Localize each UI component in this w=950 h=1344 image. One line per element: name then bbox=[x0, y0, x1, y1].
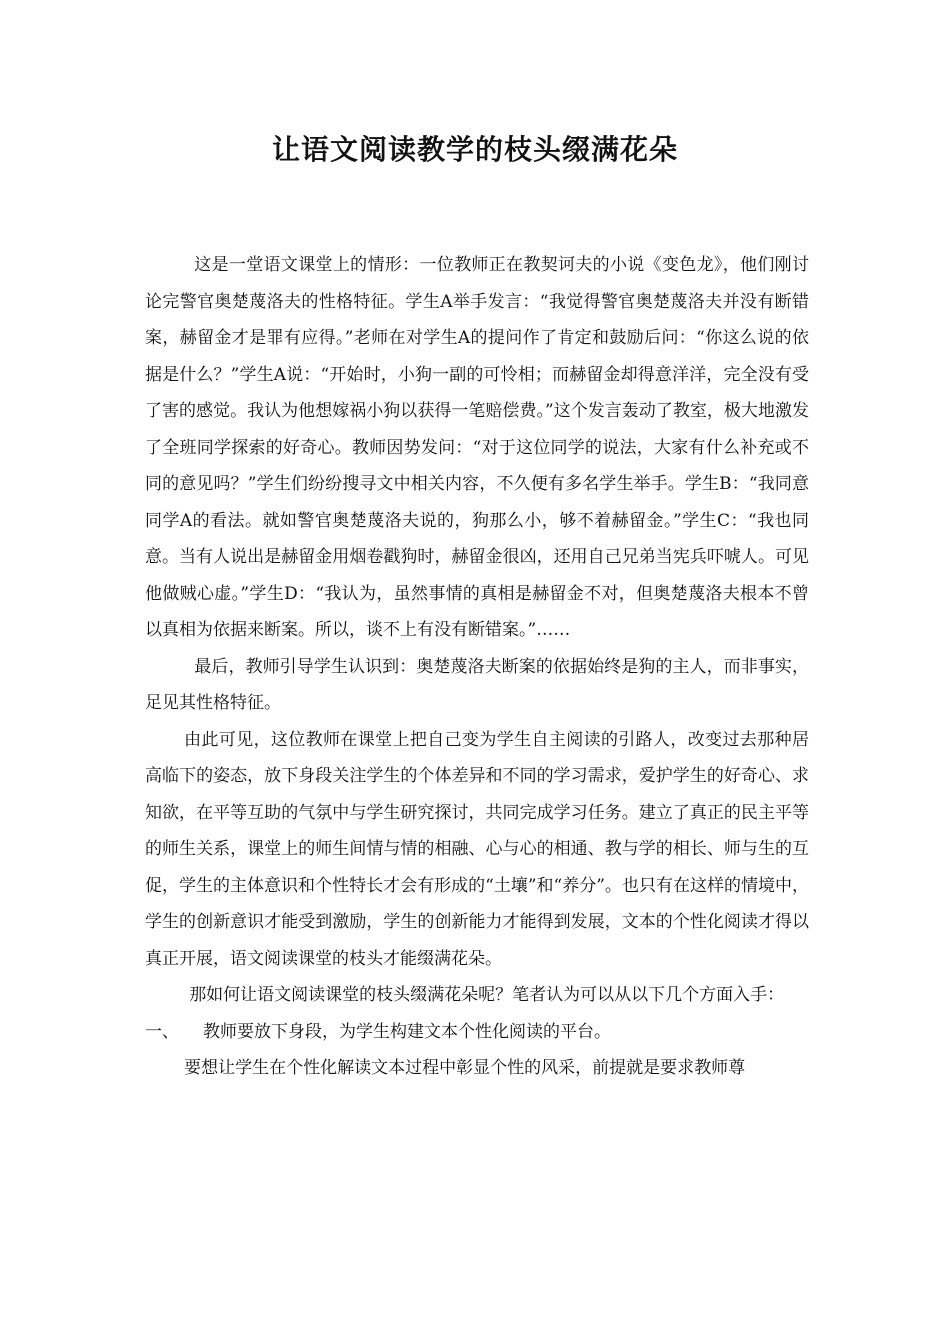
section-heading-number: 一、 bbox=[145, 1021, 179, 1042]
paragraph-conclusion: 最后，教师引导学生认识到：奥楚蔑洛夫断案的依据始终是狗的主人，而非事实，足见其性格特征。 bbox=[145, 656, 809, 713]
paragraph-analysis: 由此可见，这位教师在课堂上把自己变为学生自主阅读的引路人，改变过去那种居高临下的姿态，放下身段关注学生的个体差异和不同的学习需求，爱护学生的好奇心、求知欲，在平等互助的气氛中与学生研究探讨，共同完成学习任务。建立了真正的民主平等的师生关系，课堂上的师生间情与情的相融、心与心的相通、教与学的相长、师与生的互促，学生的主体意识和个性特长才会有形成的“土壤”和“养分”。也只有在这样的情境中，学生的创新意识才能受到激励，学生的创新能力才能得到发展，文本的个性化阅读才得以真正开展，语文阅读课堂的枝头才能缀满花朵。 bbox=[145, 729, 809, 969]
document-title: 让语文阅读教学的枝头缀满花朵 bbox=[271, 133, 678, 166]
paragraph-section-1-start: 要想让学生在个性化解读文本过程中彰显个性的风采，前提就是要求教师尊 bbox=[184, 1058, 746, 1078]
section-heading-text: 教师要放下身段，为学生构建文本个性化阅读的平台。 bbox=[203, 1021, 611, 1042]
section-heading-1 bbox=[145, 1014, 809, 1051]
paragraph-classroom-scene: 这是一堂语文课堂上的情形：一位教师正在教契诃夫的小说《变色龙》，他们刚讨论完警官奥楚蔑洛夫的性格特征。学生A举手发言：“我觉得警官奥楚蔑洛夫并没有断错案，赫留金才是罪有应得。”老师在对学生A的提问作了肯定和鼓励后问：“你这么说的依据是什么？”学生A说：“开始时，小狗一副的可怜相；而赫留金却得意洋洋，完全没有受了害的感觉。我认为他想嫁祸小狗以获得一笔赔偿费。”这个发言轰动了教室，极大地激发了全班同学探索的好奇心。教师因势发问：“对于这位同学的说法，大家有什么补充或不同的意见吗？”学生们纷纷搜寻文中相关内容，不久便有多名学生举手。学生B：“我同意同学A的看法。就如警官奥楚蔑洛夫说的，狗那么小，够不着赫留金。”学生C：“我也同意。当有人说出是赫留金用烟卷戳狗时，赫留金很凶，还用自己兄弟当宪兵吓唬人。可见他做贼心虚。”学生D：“我认为，虽然事情的真相是赫留金不对，但奥楚蔑洛夫根本不曾以真相为依据来断案。所以，谈不上有没有断错案。”…… bbox=[145, 255, 809, 640]
document-body bbox=[145, 247, 809, 1087]
paragraph-transition: 那如何让语文阅读课堂的枝头缀满花朵呢？笔者认为可以从以下几个方面入手： bbox=[189, 985, 785, 1005]
